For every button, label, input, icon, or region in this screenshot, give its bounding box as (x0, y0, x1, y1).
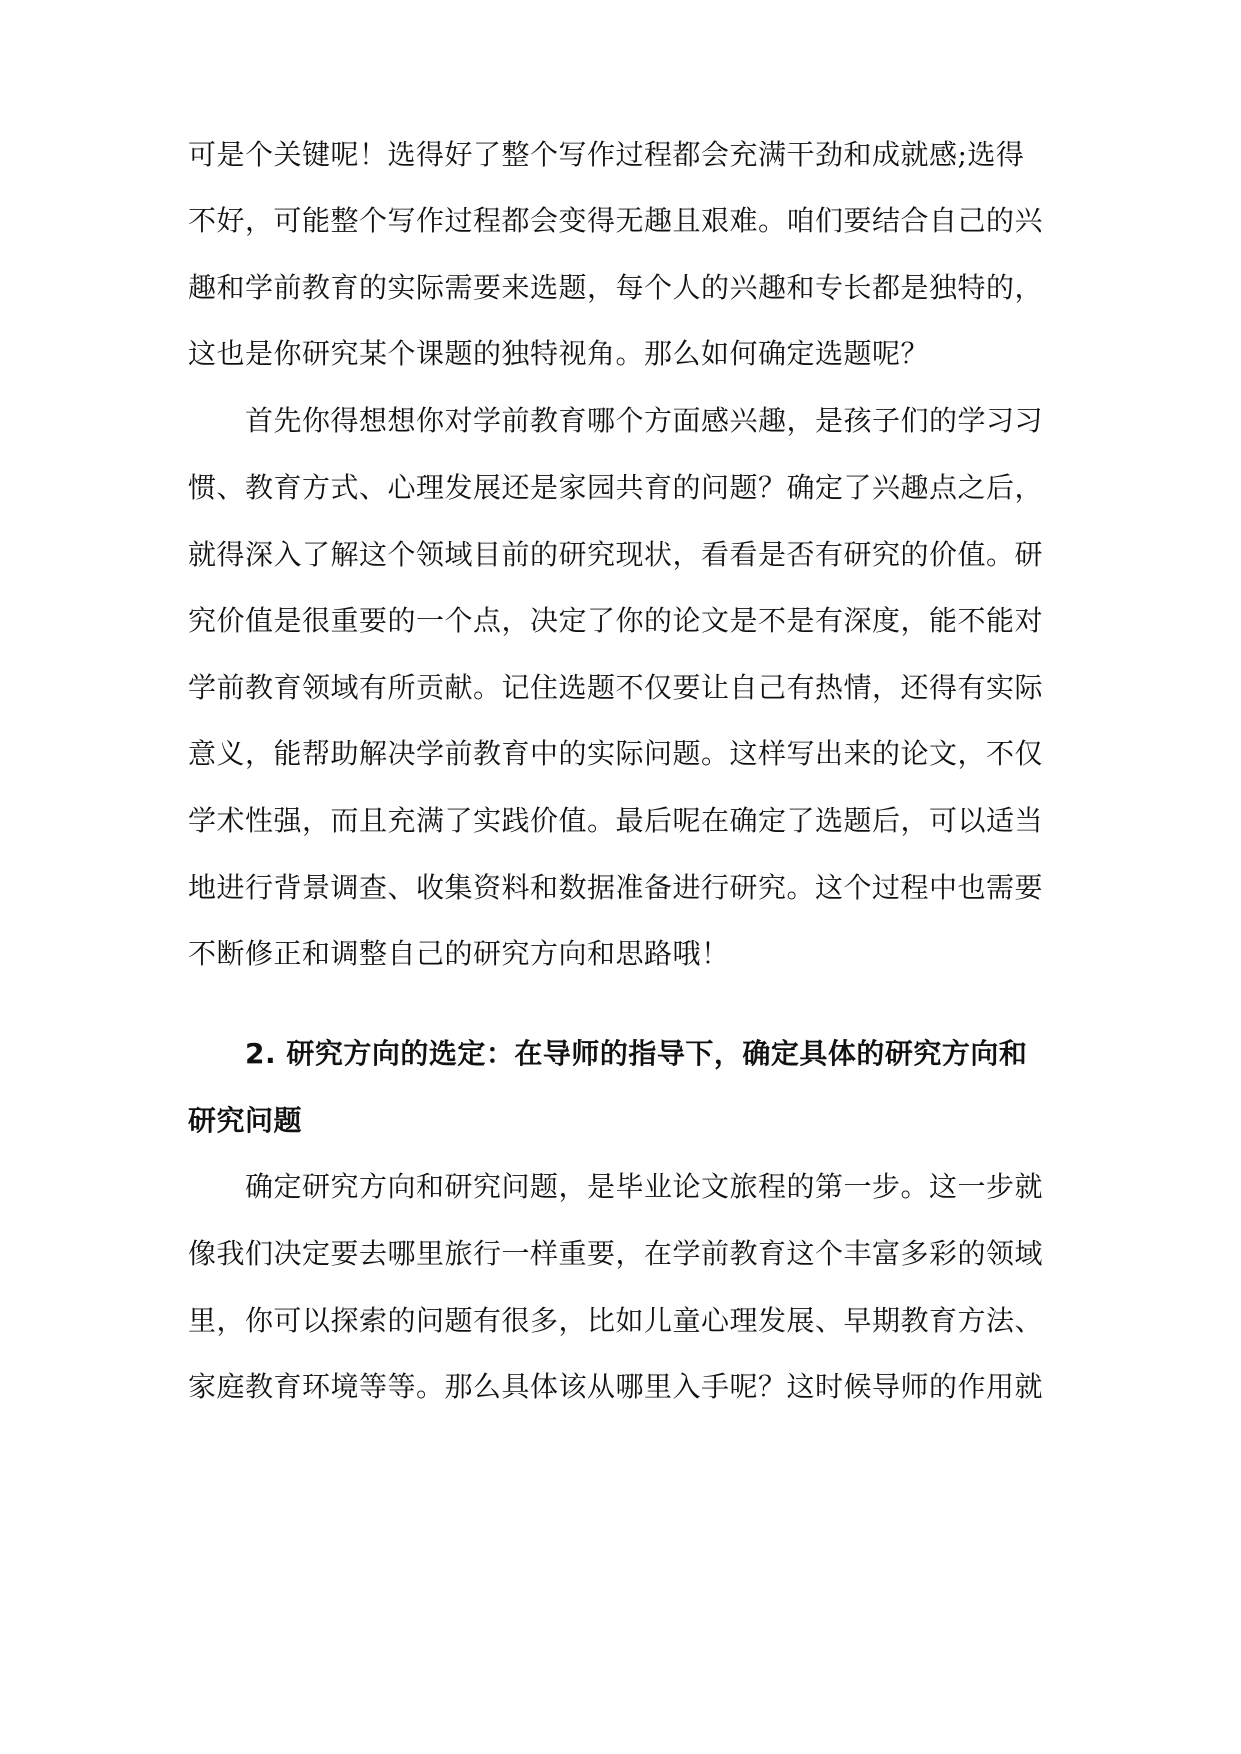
paragraph-2-line-4: 究价值是很重要的一个点，决定了你的论文是不是有深度，能不能对 (188, 604, 1044, 637)
paragraph-2-line-5: 学前教育领域有所贡献。记住选题不仅要让自己有热情，还得有实际 (188, 671, 1044, 704)
paragraph-3-line-3: 里，你可以探索的问题有很多，比如儿童心理发展、早期教育方法、 (188, 1304, 1044, 1337)
section-heading-line-1: 2. 研究方向的选定：在导师的指导下，确定具体的研究方向和 (245, 1037, 1028, 1070)
paragraph-2-line-1: 首先你得想想你对学前教育哪个方面感兴趣，是孩子们的学习习 (245, 404, 1044, 437)
paragraph-1-line-4: 这也是你研究某个课题的独特视角。那么如何确定选题呢？ (188, 337, 930, 370)
paragraph-2-line-6: 意义，能帮助解决学前教育中的实际问题。这样写出来的论文，不仅 (188, 737, 1044, 770)
paragraph-2-line-8: 地进行背景调查、收集资料和数据准备进行研究。这个过程中也需要 (188, 871, 1044, 904)
paragraph-3-line-2: 像我们决定要去哪里旅行一样重要，在学前教育这个丰富多彩的领域 (188, 1237, 1044, 1270)
section-heading-line-2: 研究问题 (188, 1104, 303, 1137)
paragraph-3-line-1: 确定研究方向和研究问题，是毕业论文旅程的第一步。这一步就 (245, 1170, 1044, 1203)
paragraph-1-line-1: 可是个关键呢！选得好了整个写作过程都会充满干劲和成就感;选得 (188, 138, 1025, 171)
paragraph-1-line-3: 趣和学前教育的实际需要来选题，每个人的兴趣和专长都是独特的， (188, 271, 1044, 304)
paragraph-2-line-3: 就得深入了解这个领域目前的研究现状，看看是否有研究的价值。研 (188, 538, 1044, 571)
paragraph-1-line-2: 不好，可能整个写作过程都会变得无趣且艰难。咱们要结合自己的兴 (188, 204, 1044, 237)
paragraph-3-line-4: 家庭教育环境等等。那么具体该从哪里入手呢？这时候导师的作用就 (188, 1370, 1044, 1403)
paragraph-2-line-2: 惯、教育方式、心理发展还是家园共育的问题？确定了兴趣点之后， (188, 471, 1044, 504)
paragraph-2-line-7: 学术性强，而且充满了实践价值。最后呢在确定了选题后，可以适当 (188, 804, 1044, 837)
paragraph-2-line-9: 不断修正和调整自己的研究方向和思路哦！ (188, 937, 730, 970)
